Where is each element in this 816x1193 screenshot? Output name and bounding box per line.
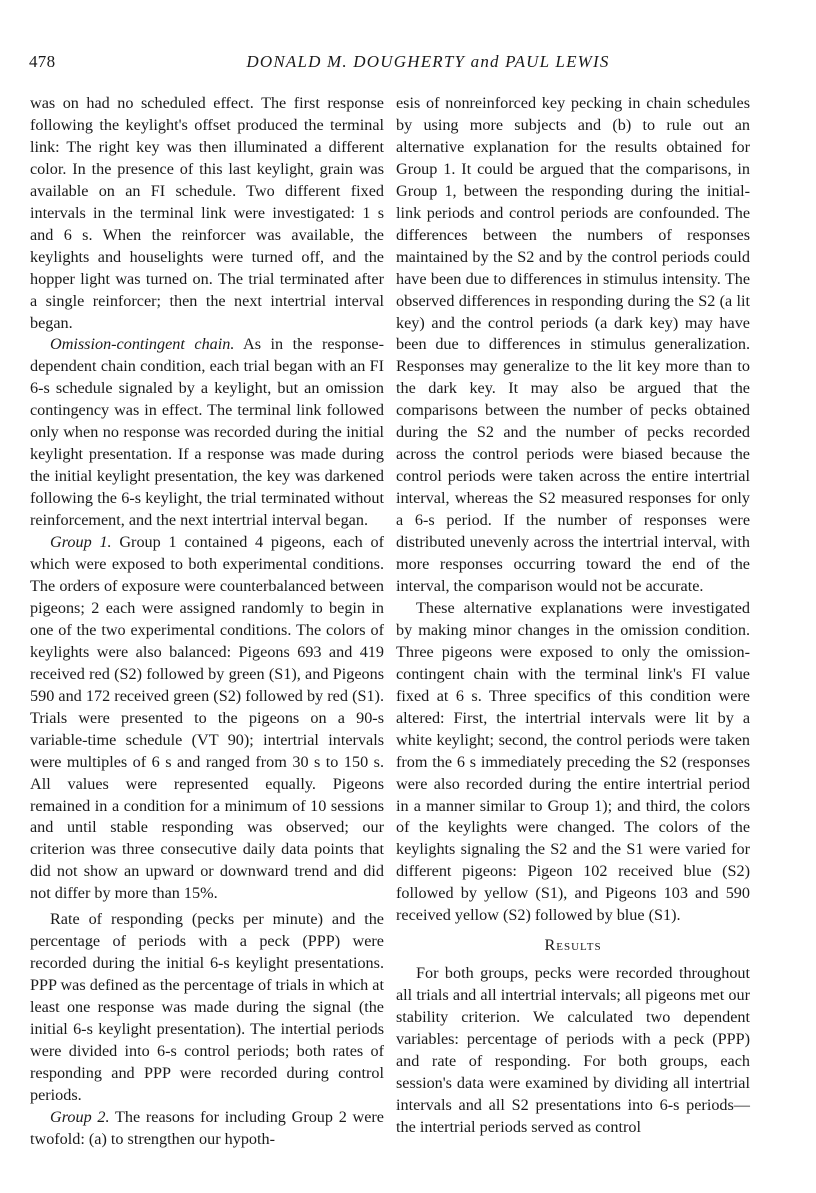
paragraph: [30, 1107, 384, 1151]
run-in-heading: Group 2.: [50, 1107, 110, 1126]
paragraph-body: The reasons for including Group 2 were twofold: (a) to strengthen our hypoth-: [30, 1107, 384, 1148]
running-head: DONALD M. DOUGHERTY and PAUL LEWIS: [246, 52, 610, 71]
section-heading-results: Results: [544, 936, 602, 955]
paragraph: esis of nonreinforced key pecking in chain schedules by using more subjects and (b) to rule out an alternative explanation for the results obtained for Group 1. It could be argued that the comparisons, in Group 1, between the responding during the initial-link periods and control periods are confounded. The differences between the numbers of responses maintained by the S2 and by the control periods could have been due to differences in stimulus intensity. The observed differences in responding during the S2 (a lit key) and the control periods (a dark key) may have been due to differences in stimulus generalization. Responses may generalize to the lit key more than to the dark key. It may also be argued that the comparisons between the number of pecks obtained during the S2 and the number of pecks recorded across the control periods were biased because the control periods were taken across the entire intertrial interval, whereas the S2 measured responses for only a 6-s period. If the number of responses were distributed unevenly across the intertrial interval, with more responses occurring toward the end of the interval, the comparison would not be accurate.: [396, 94, 750, 595]
paragraph: These alternative explanations were investigated by making minor changes in the omission condition. Three pigeons were exposed to only the omission-contingent chain with the terminal link's FI value fixed at 6 s. Three specifics of this condition were altered: First, the intertrial intervals were lit by a white keylight; second, the control periods were taken from the 6 s immediately preceding the S2 (responses were also recorded during the entire intertrial period in a manner similar to Group 1); and third, the colors of the keylights were changed. The colors of the keylights signaling the S2 and the S1 were varied for different pigeons: Pigeon 102 received blue (S2) followed by yellow (S1), and Pigeons 103 and 590 received yellow (S2) followed by blue (S1).: [396, 598, 750, 925]
paragraph-body: As in the response-dependent chain condition, each trial began with an FI 6-s schedule signaled by a keylight, but an omission contingency was in effect. The terminal link followed only when no response was recorded during the initial keylight presentation. If a response was made during the initial keylight presentation, the key was darkened following the 6-s keylight, the trial terminated without reinforcement, and the next intertrial interval began.: [30, 335, 384, 530]
run-in-heading: Group 1.: [50, 533, 112, 552]
run-in-heading: Omission-contingent chain.: [50, 335, 235, 354]
paragraph: [30, 334, 384, 532]
paragraph: Rate of responding (pecks per minute) and the percentage of periods with a peck (PPP) were recorded during the initial 6-s keylight presentations. PPP was defined as the percentage of trials in which at least one response was made during the signal (the initial 6-s keylight presentation). The intertial periods were divided into 6-s control periods; both rates of responding and PPP were recorded during control periods.: [30, 910, 384, 1104]
paragraph-body: Group 1 contained 4 pigeons, each of which were exposed to both experimental conditions. The orders of exposure were counterbalanced between pigeons; 2 each were assigned randomly to begin in one of the two experimental conditions. The colors of keylights were also balanced: Pigeons 693 and 419 received red (S2) followed by green (S1), and Pigeons 590 and 172 received green (S2) followed by red (S1). Trials were presented to the pigeons on a 90-s variable-time schedule (VT 90); intertrial intervals were multiples of 6 s and ranged from 30 s to 150 s. All values were represented equally. Pigeons remained in a condition for a minimum of 10 sessions and until stable responding was observed; our criterion was three consecutive daily data points that did not show an upward or downward trend and did not differ by more than 15%.: [30, 533, 385, 903]
paragraph: [30, 532, 384, 905]
page-number: 478: [29, 52, 56, 71]
left-column: [30, 93, 384, 1151]
paragraph: For both groups, pecks were recorded throughout all trials and all intertrial intervals; all pigeons met our stability criterion. We calculated two dependent variables: percentage of periods with a peck (PPP) and rate of responding. For both groups, each session's data were examined by dividing all intertrial intervals and all S2 presentations into 6-s periods—the intertrial periods served as control: [396, 964, 750, 1136]
right-column: [396, 93, 750, 1139]
paragraph: was on had no scheduled effect. The first response following the keylight's offset produced the terminal link: The right key was then illuminated a different color. In the presence of this last keylight, grain was available on an FI schedule. Two different fixed intervals in the terminal link were investigated: 1 s and 6 s. When the reinforcer was available, the keylights and houselights were turned off, and the hopper light was turned on. The trial terminated after a single reinforcer; then the next intertrial interval began.: [30, 94, 384, 332]
